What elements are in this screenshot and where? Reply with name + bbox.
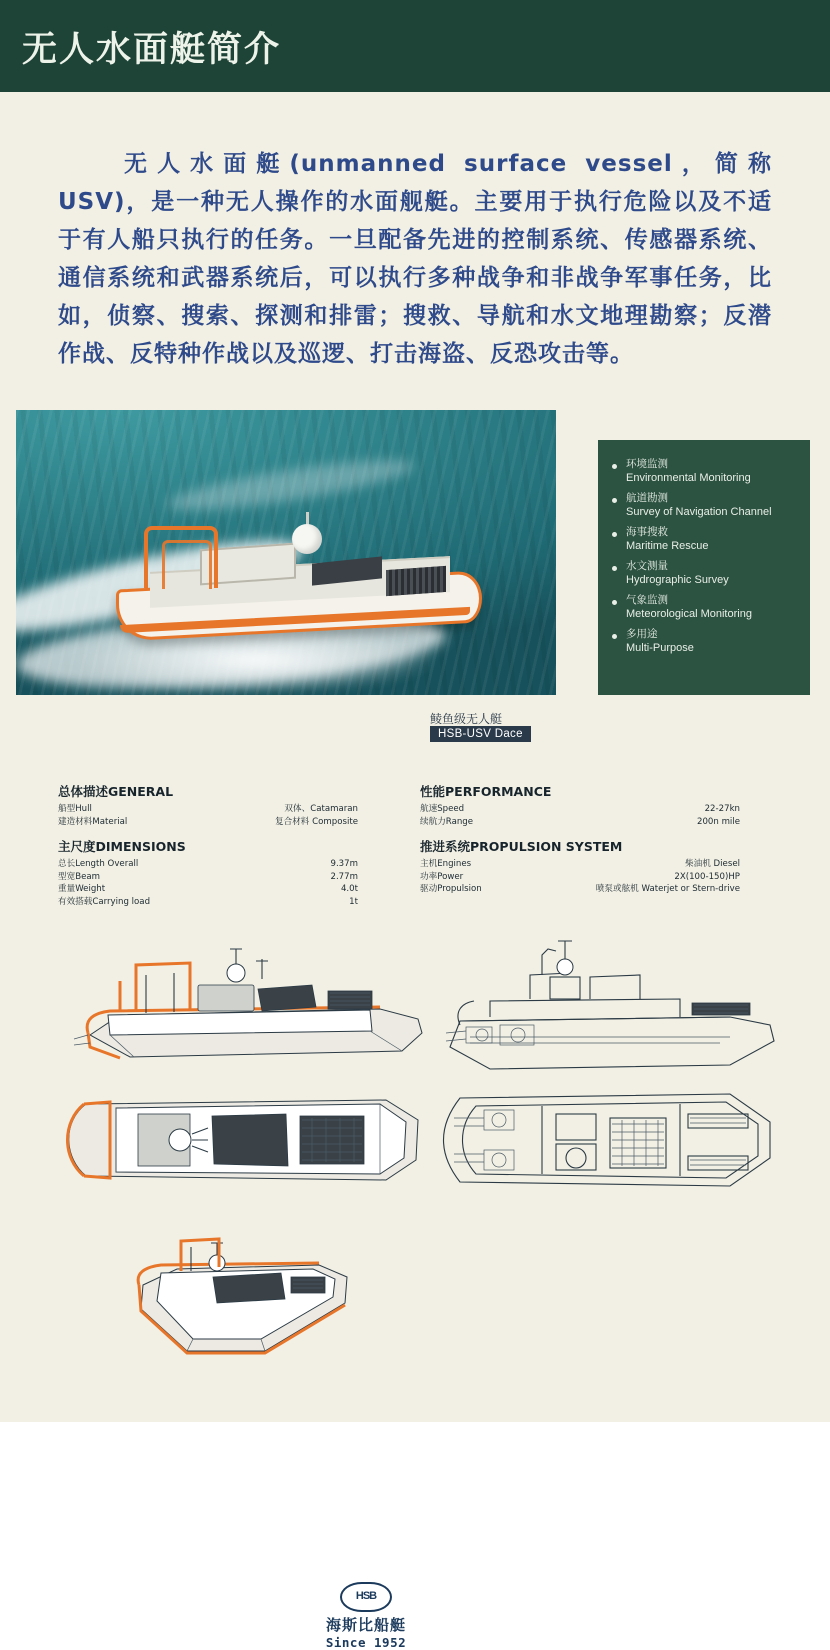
applications-panel — [598, 440, 810, 695]
page-header — [0, 0, 830, 92]
spec-column-left — [58, 782, 358, 908]
spec-value: 双体、Catamaran — [284, 804, 358, 814]
list-item — [612, 492, 800, 519]
company-logo — [322, 1582, 410, 1650]
drawing-deck-plan — [430, 1080, 800, 1210]
photo-caption-badge: HSB-USV Dace — [430, 726, 531, 742]
spec-value: 200n mile — [696, 816, 740, 827]
drawing-perspective-view — [50, 915, 450, 1105]
application-label-cn: 环境监测 — [626, 458, 668, 470]
application-label-cn: 气象监测 — [626, 594, 668, 606]
spec-key: 驱动Propulsion — [420, 884, 482, 894]
application-label-cn: 多用途 — [626, 628, 658, 640]
logo-name-cn: 海斯比船艇 — [325, 1616, 406, 1634]
radome-dome — [292, 524, 322, 554]
drawing-side-profile — [430, 915, 790, 1105]
spec-key: 功率Power — [420, 871, 464, 882]
usv-photo-illustration — [116, 510, 486, 650]
spec-key: 船型Hull — [58, 804, 92, 814]
application-label-en: Survey of Navigation Channel — [626, 506, 772, 518]
applications-list — [598, 440, 810, 655]
list-item — [612, 628, 800, 655]
drawing-plan-view — [50, 1080, 430, 1210]
spec-value: 2.77m — [330, 871, 358, 882]
list-item — [612, 594, 800, 621]
table-row — [58, 803, 358, 816]
spec-key: 航速Speed — [420, 804, 465, 814]
a-frame-arch-inner — [162, 540, 212, 589]
table-row — [58, 883, 358, 896]
technical-drawings — [0, 905, 830, 1375]
table-row — [420, 858, 740, 871]
table-row — [58, 858, 358, 871]
logo-mark-icon: HSB — [340, 1582, 392, 1612]
spec-heading-propulsion: 推进系统PROPULSION SYSTEM — [420, 839, 623, 854]
application-label-en: Multi-Purpose — [626, 642, 694, 654]
deck-grating — [386, 566, 446, 596]
application-label-en: Environmental Monitoring — [626, 472, 751, 484]
spec-key: 型宽Beam — [58, 871, 101, 882]
table-row — [58, 871, 358, 884]
photo-caption-cn: 鲮鱼级无人艇 — [430, 712, 503, 726]
table-row — [420, 883, 740, 896]
spec-key: 主机Engines — [420, 859, 472, 869]
list-item — [612, 458, 800, 485]
spec-key: 重量Weight — [58, 884, 106, 894]
logo-since-label: Since 1952 — [325, 1635, 407, 1650]
application-label-en: Meteorological Monitoring — [626, 608, 752, 620]
spec-key: 总长Length Overall — [58, 859, 139, 869]
application-label-en: Hydrographic Survey — [626, 574, 729, 586]
spec-value: 1t — [349, 896, 358, 907]
page-title: 无人水面艇简介 — [22, 30, 282, 70]
spec-value: 喷泵或舷机 Waterjet or Stern-drive — [595, 884, 740, 894]
table-row — [58, 816, 358, 829]
spec-value: 22-27kn — [704, 804, 740, 814]
spec-value: 2X(100-150)HP — [674, 871, 740, 882]
spec-column-right — [420, 782, 740, 896]
spec-value: 9.37m — [330, 859, 358, 869]
table-row — [420, 871, 740, 884]
intro-paragraph: 无人水面艇(unmanned surface vessel，简称USV)，是一种无人操作的水面舰艇。主要用于执行危险以及不适于有人船只执行的任务。一旦配备先进的控制系统、传感器系统、通信系统和武器系统后，可以执行多种战争和非战争军事任务，比如，侦察、搜索、探测和排雷；搜救、导航和水文地理勘察；反潜作战、反特种作战以及巡逻、打击海盗、反恐攻击等。 — [58, 151, 772, 367]
spec-heading-dimensions: 主尺度DIMENSIONS — [58, 839, 186, 854]
spec-heading-performance: 性能PERFORMANCE — [420, 784, 552, 799]
list-item — [612, 526, 800, 553]
spec-value: 4.0t — [340, 884, 358, 894]
specifications-section — [0, 782, 830, 1650]
drawing-stern-perspective — [95, 1225, 395, 1365]
application-label-cn: 航道勘测 — [626, 492, 668, 504]
spec-heading-general: 总体描述GENERAL — [58, 784, 174, 799]
spec-value: 柴油机 Diesel — [685, 859, 740, 869]
list-item — [612, 560, 800, 587]
application-label-cn: 水文测量 — [626, 560, 668, 572]
table-row — [420, 816, 740, 829]
table-row — [420, 803, 740, 816]
application-label-cn: 海事搜救 — [626, 526, 668, 538]
spec-value: 复合材料 Composite — [275, 816, 358, 827]
spec-key: 有效搭载Carrying load — [58, 896, 151, 907]
hero-photo — [16, 410, 556, 695]
spec-key: 建造材料Material — [58, 816, 128, 827]
application-label-en: Maritime Rescue — [626, 540, 709, 552]
spec-key: 续航力Range — [420, 816, 474, 827]
